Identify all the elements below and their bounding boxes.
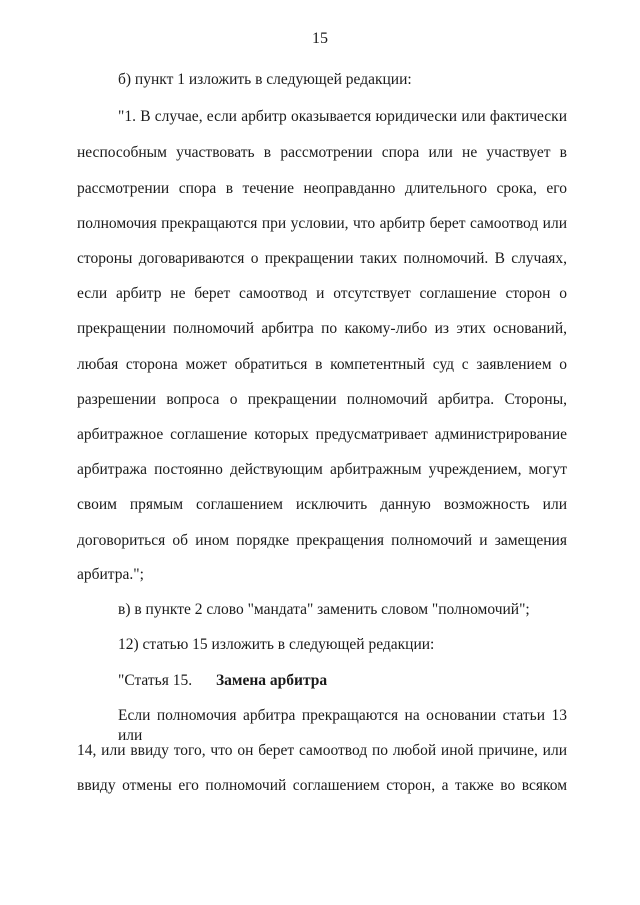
paragraph-line: арбитражное соглашение которых предусматривает администрирование [77, 426, 567, 443]
paragraph-line: прекращении полномочий арбитра по какому-либо из этих оснований, [77, 320, 567, 337]
paragraph-line: Если полномочия арбитра прекращаются на основании статьи 13 или [118, 707, 567, 744]
paragraph-line: арбитража постоянно действующим арбитражным учреждением, могут [77, 461, 567, 478]
paragraph-line: любая сторона может обратиться в компетентный суд с заявлением о [77, 356, 567, 373]
article-heading [118, 671, 327, 691]
article-title: Замена арбитра [216, 672, 328, 689]
paragraph-line: арбитра."; [77, 566, 144, 583]
paragraph-line: полномочия прекращаются при условии, что арбитр берет самоотвод или [77, 215, 567, 232]
paragraph-line: разрешении вопроса о прекращении полномочий арбитра. Стороны, [77, 391, 567, 408]
paragraph-line: "1. В случае, если арбитр оказывается юридически или фактически [118, 108, 567, 125]
paragraph-line: 12) статью 15 изложить в следующей редакции: [118, 636, 435, 653]
paragraph-line: 14, или ввиду того, что он берет самоотвод по любой иной причине, или [77, 742, 567, 759]
page-number: 15 [312, 30, 328, 47]
paragraph-line: в) в пункте 2 слово "мандата" заменить словом "полномочий"; [118, 601, 530, 618]
article-number: "Статья 15. [118, 672, 193, 689]
paragraph-line: если арбитр не берет самоотвод и отсутствует соглашение сторон о [77, 285, 567, 302]
paragraph-line: договориться об ином порядке прекращения полномочий и замещения [77, 532, 567, 549]
paragraph-line: б) пункт 1 изложить в следующей редакции: [118, 71, 412, 88]
paragraph-line: ввиду отмены его полномочий соглашением сторон, а также во всяком [77, 777, 567, 794]
paragraph-line: рассмотрении спора в течение неоправданно длительного срока, его [77, 180, 567, 197]
paragraph-line: неспособным участвовать в рассмотрении спора или не участвует в [77, 144, 567, 161]
paragraph-line: своим прямым соглашением исключить данную возможность или [77, 496, 567, 513]
paragraph-line: стороны договариваются о прекращении таких полномочий. В случаях, [77, 250, 567, 267]
